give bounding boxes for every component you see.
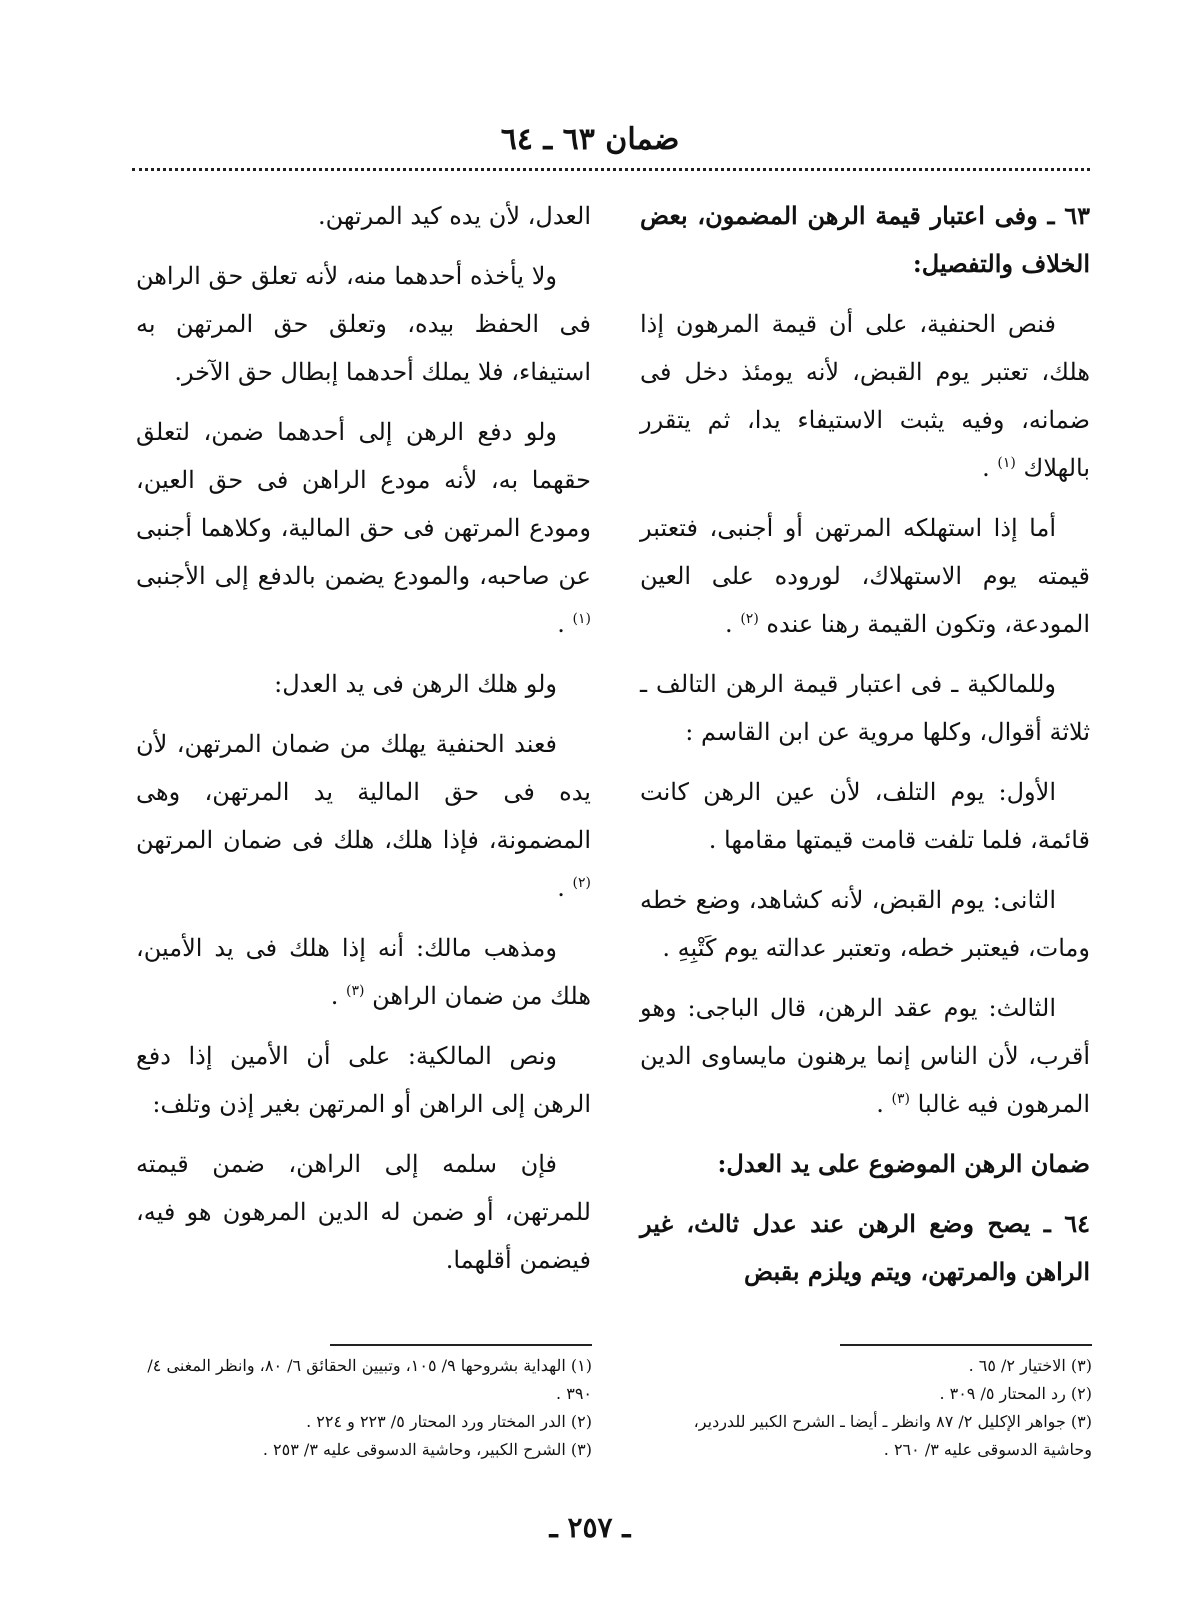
footnotes-left xyxy=(140,1352,592,1464)
header-dotted-rule xyxy=(132,168,1090,171)
maliki-paragraph: وللمالكية ـ فى اعتبار قيمة الرهن التالف ـ ثلاثة أقوال، وكلها مروية عن ابن القاسم : xyxy=(640,670,1090,746)
malik-paragraph xyxy=(136,924,591,1020)
handover-paragraph: فإن سلمه إلى الراهن، ضمن قيمته للمرتهن، أو ضمن له الدين المرهون هو فيه، فيضمن أقلهما. xyxy=(136,1150,591,1274)
footnote: (٣) الاختيار ٢/ ٦٥ . xyxy=(968,1356,1092,1375)
footnote-ref: (١) xyxy=(997,455,1016,471)
section-heading: ضمان الرهن الموضوع على يد العدل: xyxy=(717,1149,1090,1178)
paragraph-end: . xyxy=(725,610,733,638)
footnote-ref: (٢) xyxy=(572,875,591,891)
paragraph-end: . xyxy=(876,1090,884,1118)
footnote-ref: (٢) xyxy=(740,611,759,627)
left-column xyxy=(136,192,591,1296)
third-opinion-text: الثالث: يوم عقد الرهن، قال الباجى: وهو أقرب، لأن الناس إنما يرهنون مايساوى الدين المرهون فيه غالبا xyxy=(640,994,1090,1118)
footnote: (٢) الدر المختار ورد المحتار ٥/ ٢٢٣ و ٢٢٤ . xyxy=(306,1412,592,1431)
consumption-text: أما إذا استهلكه المرتهن أو أجنبى، فتعتبر قيمته يوم الاستهلاك، لوروده على العين المودعة، وتكون القيمة رهنا عنده xyxy=(640,514,1090,638)
section-64-intro: ٦٤ ـ يصح وضع الرهن عند عدل ثالث، غير الراهن والمرتهن، ويتم ويلزم بقبض xyxy=(640,1209,1090,1286)
maliki-trustee-paragraph: ونص المالكية: على أن الأمين إذا دفع الرهن إلى الراهن أو المرتهن بغير إذن وتلف: xyxy=(136,1042,591,1118)
consumption-paragraph xyxy=(640,504,1090,648)
first-opinion-paragraph: الأول: يوم التلف، لأن عين الرهن كانت قائمة، فلما تلفت قامت قيمتها مقامها . xyxy=(640,778,1090,854)
hanafi-loss-paragraph xyxy=(136,720,591,912)
page-number: ـ ٢٥٧ ـ xyxy=(549,1511,631,1544)
third-opinion-paragraph xyxy=(640,984,1090,1128)
malik-text: ومذهب مالك: أنه إذا هلك فى يد الأمين، هلك من ضمان الراهن xyxy=(136,934,591,1010)
second-opinion-paragraph: الثانى: يوم القبض، لأنه كشاهد، وضع خطه ومات، فيعتبر خطه، وتعتبر عدالته يوم كَتْبِهِ . xyxy=(640,886,1090,962)
footnotes-right xyxy=(640,1352,1092,1464)
footnote: (١) الهداية بشروحها ٩/ ١٠٥، وتبيين الحقائق ٦/ ٨٠، وانظر المغنى ٤/ ٣٩٠ . xyxy=(147,1356,592,1403)
right-column xyxy=(640,192,1090,1308)
delivery-text: ولو دفع الرهن إلى أحدهما ضمن، لتعلق حقهما به، لأنه مودع الراهن فى حق العين، ومودع المرتهن فى حق المالية، وكلاهما أجنبى عن صاحبه، والمودع يضمن بالدفع إلى الأجنبى xyxy=(136,418,591,590)
loss-paragraph: ولو هلك الرهن فى يد العدل: xyxy=(274,670,557,698)
paragraph-end: . xyxy=(982,454,990,482)
hanafi-text: فنص الحنفية، على أن قيمة المرهون إذا هلك، تعتبر يوم القبض، لأنه يومئذ دخل فى ضمانه، وفيه يثبت الاستيفاء يدا، ثم يتقرر بالهلاك xyxy=(640,310,1090,482)
taking-paragraph: ولا يأخذه أحدهما منه، لأنه تعلق حق الراهن فى الحفظ بيده، وتعلق حق المرتهن به استيفاء، فلا يملك أحدهما إبطال حق الآخر. xyxy=(136,262,591,386)
paragraph-end: . xyxy=(557,610,565,638)
section-63-intro: ٦٣ ـ وفى اعتبار قيمة الرهن المضمون، بعض الخلاف والتفصيل: xyxy=(640,201,1090,278)
footnote-rule-left xyxy=(330,1344,592,1346)
footnote-ref: (١) xyxy=(572,611,591,627)
paragraph-end: . xyxy=(557,874,565,902)
delivery-paragraph xyxy=(136,408,591,648)
footnote: (٣) الشرح الكبير، وحاشية الدسوقى عليه ٣/ ٢٥٣ . xyxy=(262,1440,592,1459)
hanafi-loss-text: فعند الحنفية يهلك من ضمان المرتهن، لأن يده فى حق المالية يد المرتهن، وهى المضمونة، فإذا هلك، هلك فى ضمان المرتهن xyxy=(136,730,591,854)
hanafi-paragraph xyxy=(640,300,1090,492)
footnote: (٢) رد المحتار ٥/ ٣٠٩ . xyxy=(939,1384,1092,1403)
footnote-ref: (٣) xyxy=(891,1091,910,1107)
continuation-paragraph: العدل، لأن يده كيد المرتهن. xyxy=(317,202,591,230)
footnote: (٣) جواهر الإكليل ٢/ ٨٧ وانظر ـ أيضا ـ الشرح الكبير للدردير، وحاشية الدسوقى عليه ٣/ ٢٦٠ . xyxy=(693,1412,1092,1459)
paragraph-end: . xyxy=(330,982,339,1010)
footnote-rule-right xyxy=(840,1344,1092,1346)
footnote-ref: (٣) xyxy=(346,983,365,999)
running-header: ضمان ٦٣ ـ ٦٤ xyxy=(500,122,680,157)
